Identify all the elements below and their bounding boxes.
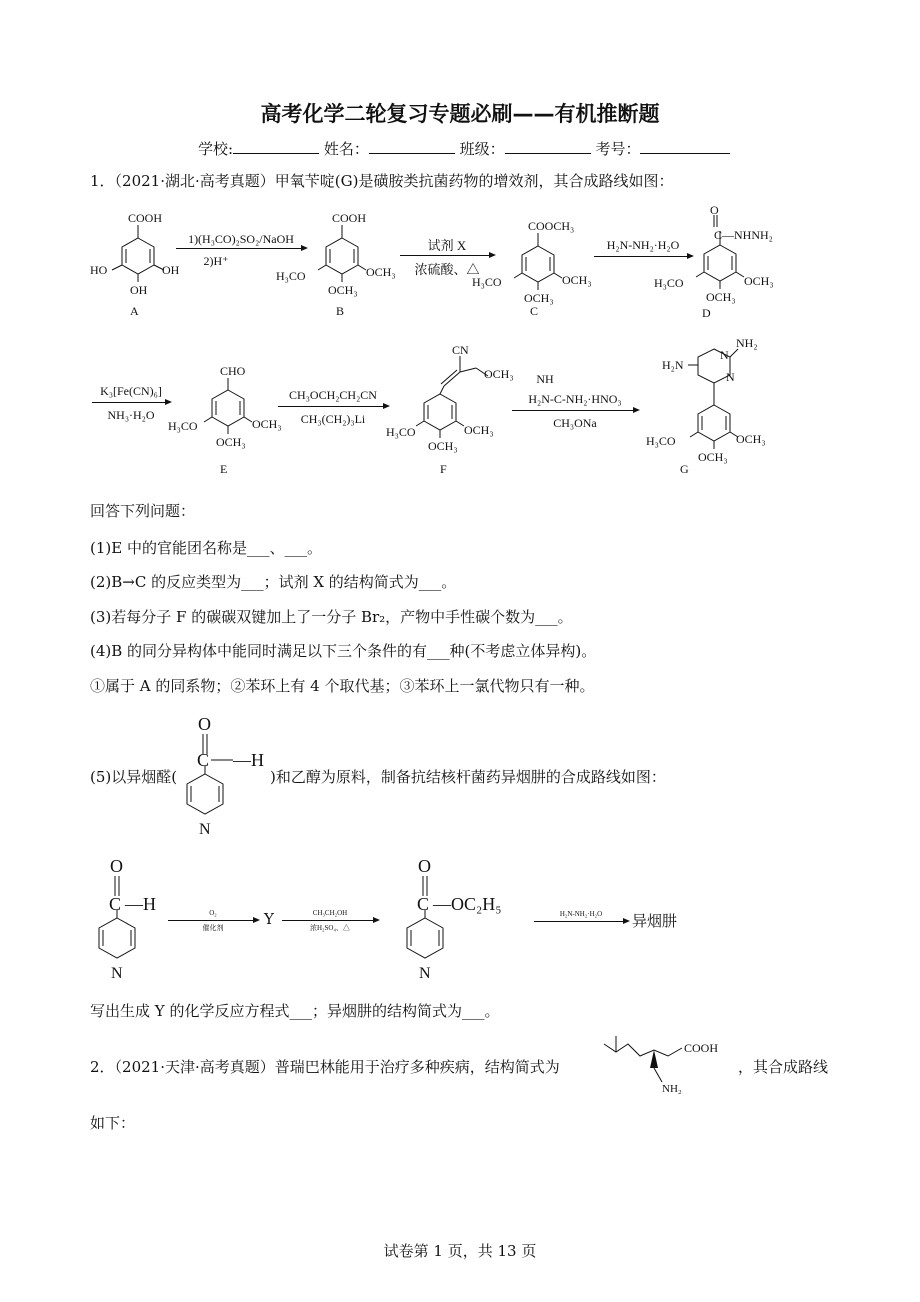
group-h: —H bbox=[233, 750, 264, 770]
reaction-arrow-5: CH₃OCH₂CH₂CN CH₃(CH₂)₃Li bbox=[278, 406, 388, 408]
molecule-C bbox=[472, 218, 598, 312]
isonicotinaldehyde-start bbox=[90, 852, 180, 986]
group-n: N bbox=[199, 821, 211, 838]
reaction-arrow-2: 试剂 X 浓硫酸、△ bbox=[400, 255, 494, 257]
group-oh: OH bbox=[130, 283, 148, 297]
group-o: O bbox=[110, 856, 123, 876]
sub-question-3: (3)若每分子 F 的碳碳双键加上了一分子 Br₂，产物中手性碳个数为___。 bbox=[90, 608, 573, 626]
group-h3co: H₃CO bbox=[472, 275, 502, 289]
group-och3: OCH₃ bbox=[464, 423, 494, 437]
product-isoniazid: 异烟肼 bbox=[632, 912, 678, 930]
group-cooch3: COOCH₃ bbox=[528, 219, 575, 233]
group-o: O bbox=[710, 203, 719, 217]
name-label: 姓名： bbox=[323, 140, 369, 158]
route-arrow-1: O₂ 催化剂 bbox=[168, 920, 258, 922]
school-label: 学校: bbox=[198, 140, 234, 158]
group-och3: OCH₃ bbox=[706, 290, 736, 304]
route-arrow-2: CH₃CH₂OH 浓H₂SO₄、△ bbox=[282, 920, 378, 922]
group-och3: OCH₃ bbox=[366, 265, 396, 279]
group-c: C bbox=[197, 750, 210, 770]
sub-question-5-suffix: )和乙醇为原料，制备抗结核杆菌药异烟肼的合成路线如图： bbox=[270, 768, 666, 786]
number-label: 考号： bbox=[595, 140, 641, 158]
reaction-arrow-3: H₂N-NH₂·H₂O bbox=[594, 256, 692, 258]
answer-prompt: 回答下列问题： bbox=[90, 502, 196, 520]
label-C: C bbox=[530, 304, 539, 318]
intermediate-Y: Y bbox=[264, 910, 274, 928]
sub-question-4: (4)B 的同分异构体中能同时满足以下三个条件的有___种(不考虑立体异构)。 bbox=[90, 642, 597, 660]
group-nh2: NH₂ bbox=[736, 336, 758, 350]
group-och3: OCH₃ bbox=[216, 435, 246, 449]
group-nh2: NH₂ bbox=[662, 1083, 682, 1095]
sub-question-5-prefix: (5)以异烟醛( bbox=[90, 768, 178, 786]
label-A: A bbox=[130, 304, 139, 318]
q2-continuation: 如下： bbox=[90, 1114, 136, 1132]
group-och3: OCH₃ bbox=[252, 417, 282, 431]
group-och3: OCH₃ bbox=[562, 273, 592, 287]
group-och3: OCH₃ bbox=[524, 291, 554, 305]
route-arrow-3: H₂N-NH₂·H₂O bbox=[534, 921, 628, 923]
molecule-E bbox=[168, 360, 288, 460]
label-B: B bbox=[336, 304, 345, 318]
group-n: N bbox=[720, 348, 729, 362]
group-h3co: H₃CO bbox=[646, 434, 676, 448]
page-title: 高考化学二轮复习专题必刷——有机推断题 bbox=[260, 102, 660, 126]
group-ho: HO bbox=[90, 263, 108, 277]
group-cho: CHO bbox=[220, 364, 246, 378]
group-och3: OCH₃ bbox=[484, 367, 514, 381]
group-c: C bbox=[417, 894, 430, 914]
group-h3co: H₃CO bbox=[276, 269, 306, 283]
group-o: O bbox=[198, 714, 211, 734]
number-blank[interactable] bbox=[640, 139, 730, 154]
group-cooh: COOH bbox=[332, 211, 367, 225]
label-G: G bbox=[680, 462, 689, 476]
group-c: C bbox=[109, 894, 122, 914]
reaction-arrow-4: K₃[Fe(CN)₆] NH₃·H₂O bbox=[92, 402, 170, 404]
name-blank[interactable] bbox=[369, 139, 455, 154]
group-och3: OCH₃ bbox=[328, 283, 358, 297]
class-blank[interactable] bbox=[505, 139, 591, 154]
group-h3co: H₃CO bbox=[386, 425, 416, 439]
reaction-arrow-6: NH H₂N-C-NH₂·HNO₃ CH₃ONa bbox=[512, 410, 638, 412]
group-cooh: COOH bbox=[128, 211, 163, 225]
group-conhnh2: C—NHNH₂ bbox=[714, 228, 773, 242]
molecule-G bbox=[640, 335, 790, 474]
label-D: D bbox=[702, 306, 711, 320]
class-label: 班级： bbox=[459, 140, 505, 158]
q2-intro-suffix: ，其合成路线 bbox=[738, 1058, 829, 1076]
sub-question-4-conditions: ①属于 A 的同系物；②苯环上有 4 个取代基；③苯环上一氯代物只有一种。 bbox=[90, 677, 595, 695]
ethyl-isonicotinate bbox=[398, 852, 538, 986]
label-F: F bbox=[440, 462, 447, 476]
group-n: N bbox=[419, 965, 431, 982]
group-h2n: H₂N bbox=[662, 358, 684, 372]
group-och3: OCH₃ bbox=[744, 274, 774, 288]
molecule-D bbox=[654, 203, 790, 309]
q2-intro: 2．（2021·天津·高考真题）普瑞巴林能用于治疗多种疾病，结构简式为 bbox=[90, 1058, 560, 1076]
sub-question-5: 写出生成 Y 的化学反应方程式___；异烟肼的结构简式为___。 bbox=[90, 1002, 500, 1020]
group-och3: OCH₃ bbox=[428, 439, 458, 453]
molecule-B bbox=[276, 210, 402, 304]
group-h3co: H₃CO bbox=[168, 419, 198, 433]
group-cooh: COOH bbox=[684, 1041, 719, 1055]
isonicotinaldehyde-inline bbox=[178, 712, 268, 842]
pregabalin-structure bbox=[600, 1030, 740, 1104]
group-cn: CN bbox=[452, 343, 469, 357]
group-n: N bbox=[726, 370, 735, 384]
group-o: O bbox=[418, 856, 431, 876]
group-och3: OCH₃ bbox=[736, 432, 766, 446]
label-E: E bbox=[220, 462, 228, 476]
page-footer: 试卷第 1 页，共 13 页 bbox=[383, 1242, 537, 1260]
reaction-arrow-1: 1)(H₃CO)₂SO₂/NaOH 2)H⁺ bbox=[176, 248, 306, 250]
group-n: N bbox=[111, 965, 123, 982]
sub-question-1: (1)E 中的官能团名称是___、___。 bbox=[90, 539, 322, 557]
group-h3co: H₃CO bbox=[654, 276, 684, 290]
student-info-fields bbox=[198, 138, 730, 159]
sub-question-2: (2)B→C 的反应类型为___；试剂 X 的结构简式为___。 bbox=[90, 573, 457, 591]
q1-intro: 1．（2021·湖北·高考真题）甲氧苄啶(G)是磺胺类抗菌药物的增效剂，其合成路线如图： bbox=[90, 172, 674, 190]
group-h: —H bbox=[125, 894, 156, 914]
group-oc2h5: —OC₂H₅ bbox=[433, 894, 502, 914]
group-och3: OCH₃ bbox=[698, 450, 728, 464]
school-blank[interactable] bbox=[233, 139, 319, 154]
group-oh: OH bbox=[162, 263, 180, 277]
